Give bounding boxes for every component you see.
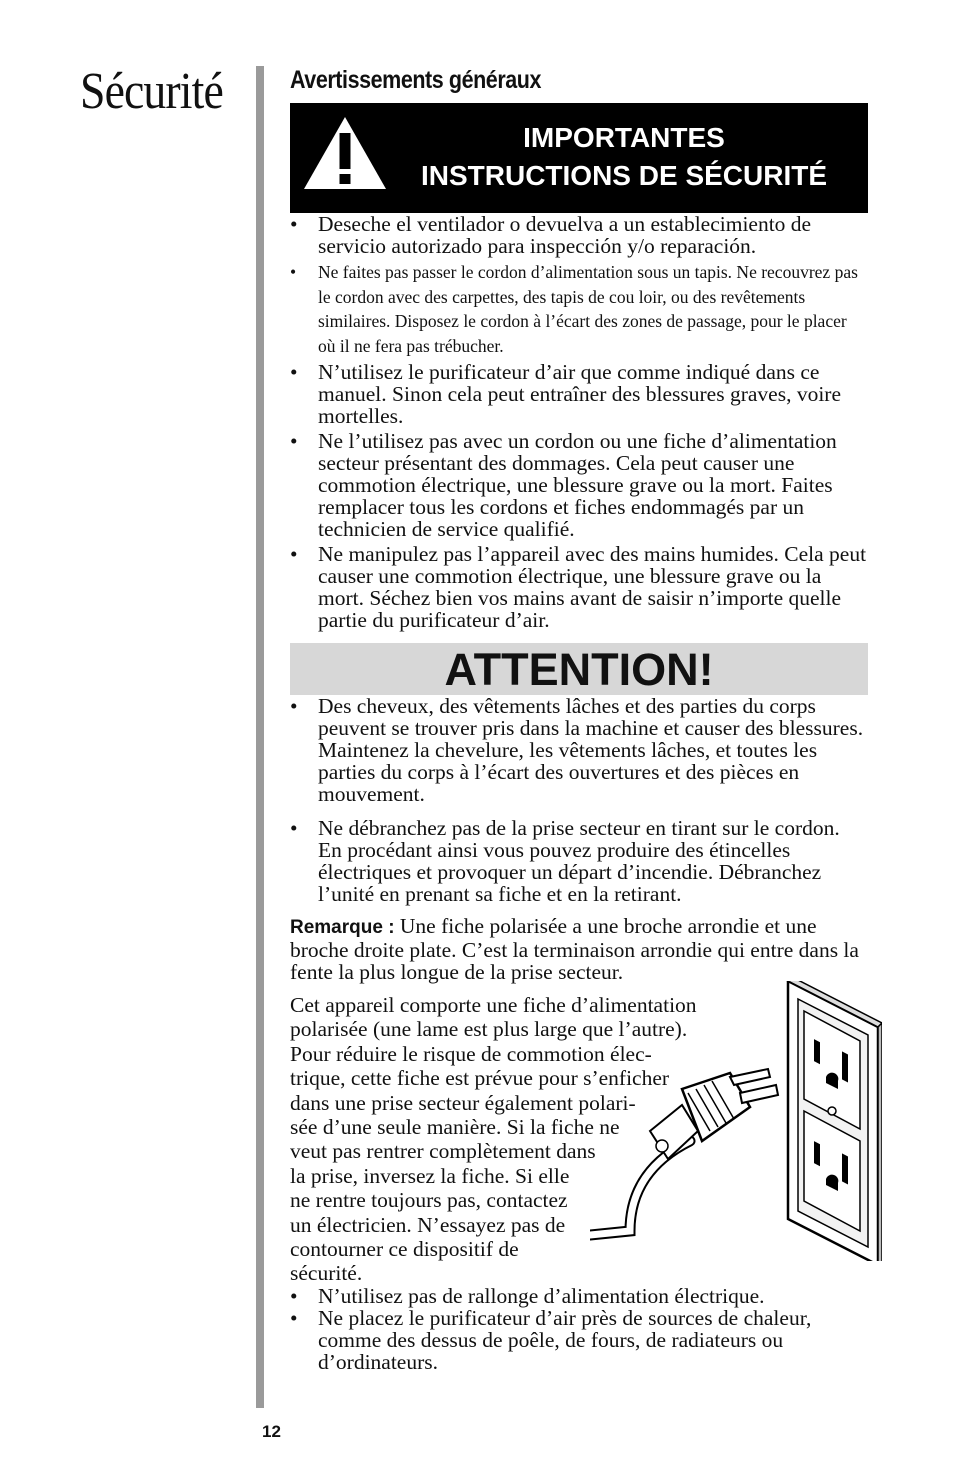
additional-warnings-list <box>290 1285 868 1373</box>
attention-list <box>290 695 868 905</box>
plug-text-line: la prise, inversez la fiche. Si elle <box>290 1163 570 1188</box>
warning-line-2: INSTRUCTIONS DE SÉCURITÉ <box>420 160 828 191</box>
list-item: • N’utilisez le purificateur d’air que comme indiqué dans ce manuel. Sinon cela peut entraîner des blessures graves, voire mortelles. <box>290 361 868 427</box>
plug-text-line: veut pas rentrer complètement dans <box>290 1139 596 1164</box>
exclamation-triangle-icon <box>302 115 388 191</box>
plug-text-line: un électricien. N’essayez pas de <box>290 1212 566 1237</box>
safety-warning-banner <box>290 103 868 213</box>
polarized-plug-icon <box>650 1069 778 1159</box>
plug-text-line: dans une prise secteur également polari- <box>290 1090 636 1115</box>
wall-outlet-icon <box>788 981 882 1261</box>
vertical-rule <box>256 66 264 1408</box>
plug-text-line: Pour réduire le risque de commotion élec- <box>290 1041 652 1066</box>
note-text: Une fiche polarisée a une broche arrondie et une broche droite plate. C’est la terminaison arrondie qui entre dans la fente la plus longue de la prise secteur. <box>290 914 859 984</box>
note-paragraph <box>290 915 868 983</box>
plug-text-line: sécurité. <box>290 1261 363 1286</box>
list-item: • Ne faites pas passer le cordon d’alimentation sous un tapis. Ne recouvrez pas le cordon avec des carpettes, des tapis de cou loir, ou des revêtements similaires. Disposez le cordon à l’écart des zones de passage, pour le placer où il ne fera pas trébucher. <box>290 260 868 358</box>
plug-text-line: contourner ce dispositif de <box>290 1237 519 1262</box>
list-item: • N’utilisez pas de rallonge d’alimentation électrique. <box>290 1285 868 1307</box>
note-label: Remarque : <box>290 917 395 938</box>
page-title: Sécurité <box>80 63 223 120</box>
plug-text-line: sée d’une seule manière. Si la fiche ne <box>290 1115 620 1140</box>
list-item: • Ne placez le purificateur d’air près de sources de chaleur, comme des dessus de poêle, de fours, de radiateurs ou d’ordinateurs. <box>290 1307 868 1373</box>
plug-text-line: trique, cette fiche est prévue pour s’enficher <box>290 1066 670 1091</box>
polarized-plug-outlet-illustration <box>590 981 882 1261</box>
general-warnings-list <box>290 213 868 631</box>
list-item: • Ne l’utilisez pas avec un cordon ou une fiche d’alimentation secteur présentant des dommages. Cela peut causer une commotion électrique, une blessure grave ou la mort. Faites remplacer tous les cordons et fiches endommagés par un technicien de service qualifié. <box>290 430 868 540</box>
attention-banner: ATTENTION! <box>290 643 868 695</box>
section-heading: Avertissements généraux <box>290 66 542 94</box>
list-item: • Ne manipulez pas l’appareil avec des mains humides. Cela peut causer une commotion électrique, une blessure grave ou la mort. Séchez bien vos mains avant de saisir n’importe quelle partie du purificateur d’air. <box>290 543 868 631</box>
plug-text-line: ne rentre toujours pas, contactez <box>290 1188 568 1213</box>
main-content <box>290 66 868 1373</box>
list-item: • Des cheveux, des vêtements lâches et des parties du corps peuvent se trouver pris dans la machine et causer des blessures. Maintenez la chevelure, les vêtements lâches, et toutes les parties du corps à l’écart des ouvertures et des pièces en mouvement. <box>290 695 868 805</box>
page-number: 12 <box>262 1422 281 1441</box>
polarized-plug-section <box>290 993 868 1285</box>
list-item: • Ne débranchez pas de la prise secteur en tirant sur le cordon. En procédant ainsi vous pouvez produire des étincelles électriques et provoquer un départ d’incendie. Débranchez l’unité en prenant sa fiche et en la retirant. <box>290 817 868 905</box>
plug-text-line: Cet appareil comporte une fiche d’alimentation <box>290 993 697 1017</box>
list-item: • Deseche el ventilador o devuelva a un establecimiento de servicio autorizado para inspección y/o reparación. <box>290 213 868 257</box>
plug-text-line: polarisée (une lame est plus large que l’autre). <box>290 1017 688 1042</box>
warning-banner-text <box>390 119 858 195</box>
warning-line-1: IMPORTANTES <box>523 122 725 153</box>
